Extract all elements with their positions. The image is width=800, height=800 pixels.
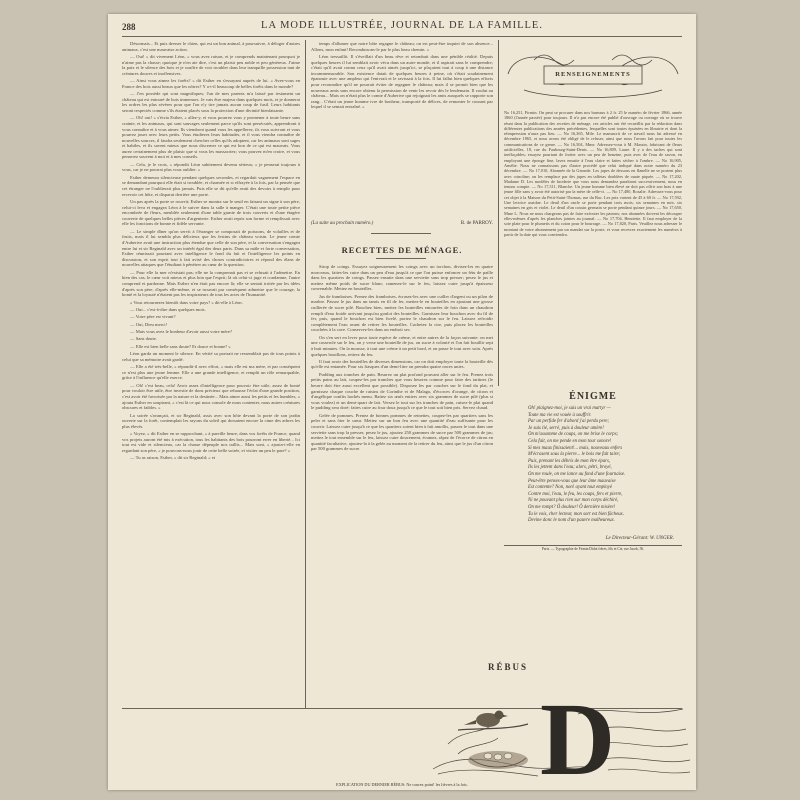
- middle-column-story: [311, 41, 493, 221]
- egg-icon: [494, 754, 502, 760]
- enigme-line: On me roule, on me lance au fond d'une fournaise.: [528, 471, 626, 477]
- story-paragraph: Désormais... Et puis dresser le chien, qui est un bon animal, à poursuivre, à déloger d'autres animaux, c'est une mauvaise action.: [122, 41, 300, 52]
- story-paragraph: — Votre père est vivant?: [130, 314, 176, 320]
- story-paragraph: — Elle est bien belle sans doute? Et douce et bonne? »: [130, 343, 231, 349]
- printer-imprint: Paris. — Typographie de Firmin Didot frères, fils et Cie, rue Jacob, 56.: [541, 547, 645, 551]
- enigme-line: Oh! plaignez-moi, je suis un vrai martyr —: [528, 406, 611, 411]
- enigme-line: Toute ma vie est vouée à souffrir.: [528, 412, 592, 418]
- story-paragraph: « Voyez, » dit Esther en se rapprochant, « à pareille heure, dans vos forêts de France, quand vos projets auront été mis à exécution, tous les habitants des bois pourront errer en liberté... Ici tout est vide et silencieux, car la chasse dépeuple nos taillis... Mais sont, » ajouta-t-elle en regardant son père, « je pouvons-nous jouir de cette belle soirée, et visiter un peu le pare? »: [122, 431, 300, 453]
- recipe-paragraph: Sirop de coings. Essuyez soigneusement les coings avec un torchon, divisez-les en quatre morceaux, faites-les cuire dans un peu d'eau jusqu'à ce que l'on puisse enfoncer un fétu de paille dans les quartiers de coings. Passez ensuite dans une serviette sans trop presser; pesez le jus et mettez même poids de sucre blanc; ramenez-le sur le feu, laissez cuire jusqu'à épaisseur convenable. Mettez en bouteilles.: [311, 264, 493, 292]
- rebus-title: RÉBUS: [487, 662, 528, 672]
- story-paragraph: — Sans doute.: [130, 336, 157, 342]
- egg-icon: [504, 753, 512, 759]
- story-paragraph: — Oui, Dieu merci!: [130, 321, 167, 327]
- story-paragraph: temps d'allumer que notre hôte regagne le château; on est peut-être inquiet de son absence... Allons, mon enfant! Reconduisons-le par le plus beau chemin. »: [311, 41, 493, 52]
- story-paragraph: — Oui! » dit vivement Léon, « vous avez raison, et je comprends maintenant pourquoi je n'aime pas la chasse; quoique je n'en aie dire, c'est un plaisir peu noble et peu généreux. J'aime la paix et le silence des bois et je souffre de voir troubler dans leur tranquille possession tant de créatures douces et inoffensives.: [122, 53, 300, 76]
- egg-icon: [484, 753, 492, 759]
- story-author: B. de PARROY.: [460, 221, 493, 226]
- story-paragraph: Esther demeura silencieuse pendant quelques secondes, et regardait vaguement l'espace en se demandant pourquoi elle était si troublée, et charmée et si effrayée à la fois, par la pensée que cet étranger ne l'oublierait plus jamais. Puis elle se dit qu'elle avait des devoirs à remplir pour recevoir cet hôte, et disparut derrière une porte.: [122, 174, 300, 197]
- enigme-line: Par un perfide fer d'abord j'ai perdu pere;: [528, 419, 610, 425]
- story-paragraph: — Mais vous avez le bonheur d'avoir aussi votre mère?: [130, 329, 232, 335]
- imprint-rule: [504, 545, 682, 546]
- enigme-line: Peut-être penses-vous que leur âme mauvaise: [528, 478, 616, 484]
- enigme-poem: [528, 406, 678, 530]
- enigme-title: ÉNIGME: [569, 391, 617, 402]
- bird-icon: [464, 711, 508, 728]
- rebus-letter: D: [540, 682, 616, 784]
- story-paragraph: — Oh! c'est beau, cela! Avoir assez d'intelligence pour pouvoir être utile, assez de bonté pour vouloir être utile, être investie de dons précieux que rehausse l'éclat d'une grande position, c'est avoir été favorisée par la nature et la destinée... Mais aimer aussi les petits et les humbles, » ajouta Esther en soupirant, « c'est là ce qui nous console de nous contenter, nous autres créatures obscures et faibles. »: [122, 382, 300, 411]
- renseignements-title: RENSEIGNEMENTS: [555, 71, 631, 78]
- story-paragraph: « Vous retournerez bientôt dans votre pays? » dit-elle à Léon.: [130, 299, 243, 305]
- enigme-line: Cela fait, on me pende en mon tour sonore!: [528, 438, 612, 444]
- recipe-paragraph: Il faut avoir des bouteilles de diverses dimensions, car on doit employer toute la bouteille dès qu'elle est entamée. Pour six fiasques d'un demi-litre on prendra quatre onces unies.: [311, 358, 493, 370]
- recipe-paragraph: Pudding aux tranches de pain. Beurrez un plat profond pouvant aller sur le feu. Prenez trois petits pains au lait, coupez-les par tranches que vous beurrez comme pour faire des tartines (le beurre doit être aussi excellent que possible). Disposez les par couches sur le fond du plat, et garnissez chaque couche de raisins de Corinthe et de Malaga, d'écorces d'orange, de citron et d'angélique confits hachés menu. Battez six œufs entiers avec six grammes de sucre pilé (plus si vous voulez) et un demi-quart de lait. Versez le tout sur les tranches de pain, cuisez-le plat quand le pudding sera doré; faites cuire au four doux jusqu'à ce que le tout soit bien pris. Servez chaud.: [311, 371, 493, 411]
- recipes-title-rule: [376, 258, 426, 259]
- recipes-body: [311, 264, 493, 688]
- nest-icon: [468, 751, 528, 769]
- enigme-line: Je suis lié, serré, puis à douleur amère!: [528, 425, 604, 431]
- recipes-title: RECETTES DE MÉNAGE.: [341, 245, 463, 255]
- rebus-explanation: EXPLICATION DU DERNIER RÉBUS: Ne courez point! les lièvres à la fois.: [336, 782, 468, 787]
- director-signature: Le Directeur-Gérant: W. UNGER.: [605, 536, 674, 541]
- story-paragraph: — Oui... c'est-à-dire dans quelques mois.: [130, 306, 206, 312]
- enigme-line: Ni ne pouvant plus rien sur mon corps déchiré,: [528, 498, 619, 504]
- rebus-illustration: [428, 674, 693, 784]
- enigme-line: On me rompt? Ô douleur! Ô dernière misère!: [528, 504, 616, 510]
- enigme-line: Tu le vois, cher lecteur, mon sort est bien fâcheux.: [528, 511, 624, 517]
- running-title: LA MODE ILLUSTRÉE, JOURNAL DE LA FAMILLE.: [261, 20, 543, 31]
- story-paragraph: — Pour elle la mer n'existait pas; elle ne la comprenait pas et se refusait à l'admettre. En bien des cas, le cœur voit mieux et plus loin que l'esprit; là où celui-ci juge et condamne, l'autre comprend et pardonne. Mais Esther n'en était pas encore là; elle se sentait irritée par les idées d'après son père, d'après elle-même, et se trouvait par conséquent admettre que le courage, la bonté et la loyauté n'étaient pas les inspirateurs de tous les actes de l'humanité.: [122, 269, 300, 298]
- enigme-line: M'écrasent sous la pierre... le bois me fait taire;: [528, 452, 621, 458]
- column-divider-right: [498, 40, 499, 386]
- story-paragraph: — Le simple dîner qu'on servit à l'étranger se composait de poissons, de volailles et de fruits, mais il lui sembla plus délicieux que les festins de château voisin. Le jeune comte d'Auberive avait une instruction plus étendue que celle de son père, et la conversation s'engagea entre lui et sir Reginald avec un intérêt égal des deux parts. Dans sa mâle et forte conversation, Esther réunissait pourtant avec intelligence le fond du fait et l'intelligence les points en discussion, et son esprit tout à fait avisé des choses contradictoires et répond des élans de nouvelles attaques que l'étudiant à pénétrer au cœur de la question.: [122, 228, 300, 268]
- story-paragraph: Un pas après la porte se rouvrit; Esther se montra sur le seuil en faisant un signe à son père, celui-ci leva et engagea Léon à le suivre dans la salle à manger. C'était une toute petite pièce encombrée de fleurs, meublée seulement d'une table garnie de trois couverts et d'une étagère couverte de quelques belles pièces d'argenterie. Esther avait repris son forme et remplissait avec elle les fonctions de bonne et fidèle servante.: [122, 199, 300, 227]
- enigme-line: Est contente? Non, non! ayant tout employé: [528, 485, 613, 491]
- recipe-paragraph: Gelée de pommes. Prenez de bonnes pommes de reinettes, coupez-les par quartiers sans les peler et sans ôter le cœur. Mettez sur un bon feu avec une quantité d'eau suffisante pour les couvrir. Laissez cuire jusqu'à ce que les quartiers soient bien à fait amollis, passez le tout dans une serviette sans trop la presser, pesez le jus, ajoutez 250 grammes de sucre par 500 grammes de jus; mettez le tout ensemble sur le feu, laissez cuire doucement, écumez, râpez de l'écorce de citron en quantité facultative, ajoutez-la à la gelée au moment de la retirer du feu, ainsi que le jus d'un citron par 500 grammes de sucre.: [311, 412, 493, 452]
- story-paragraph: La soirée s'avançait, et sir Reginald, assis avec son hôte devant la porte de son jardin ouverte sur la forêt, contemplait les rayons du soleil qui dorsaient encore la cime des arbres les plus élevés.: [122, 412, 300, 429]
- recipe-paragraph: On s'en sert en lever pour toute espèce de crème, et entre autres de la façon suivante: on met une casserole sur le feu, on y verse une bouteille de jus, on sucre à volonté et l'on fait bouillir sept à huit minutes. On la mousse, à tout une crème à un petit bord, et on passe le tout avec soin. Après quelques bouillons, retirez du feu.: [311, 334, 493, 357]
- story-paragraph: — Cela, je le crois, » répondit Léon subitement devenu sérieux; « je penserai toujours à vous, car je ne pourrai plus vous oublier. »: [122, 161, 300, 173]
- newspaper-page: [108, 14, 696, 790]
- enigme-line: Si mes maux finissaient!... mais, nouveaux enfers: [528, 445, 623, 451]
- story-paragraph: Léon garda un moment le silence. En vérité sa portrait ne ressemblait pas de tous points à celui que sa mémoire avait gardé.: [122, 351, 300, 362]
- story-paragraph: — Elle a été très-belle, » répondit-il avec effort, « mais elle est ma mère, et par conséquent ce n'est plus une jeune femme. Elle a une grande intelligence, et remplit un rôle remarquable, grâce à l'influence qu'elle exerce.: [122, 364, 300, 381]
- left-column-story: [122, 41, 300, 790]
- header-rule: [122, 36, 682, 37]
- enigme-line: Contre moi, l'eau, le feu, les coups, fers et pierre,: [528, 491, 623, 497]
- column-divider-left: [305, 40, 306, 708]
- recipe-paragraph: Jus de framboises. Prenez des framboises, écrasez-les avec une cuiller d'argent ou un pilon de marbre. Passez le jus dans un tamis en fil de fer, mettez-le en bouteilles en ajoutant une grosse cuillerée de sucre pilé. Bouchez bien, mettez les bouteilles entourées de foin dans un chaudron rempli d'eau froide arrivant jusqu'au goulot des bouteilles. Garnissez leur bouchon avec du fil de fer, puis, quand le bouchon est bien ficelé, portez le chaudron sur le feu. Laissez refroidir complètement l'eau avant de retirer les bouteilles. Cachetez la cire, puis placez les bouteilles couchées à la cave. Conservez-les dans un endroit sec.: [311, 293, 493, 333]
- enigme-line: Devine donc le nom d'un pauvre malheureux.: [528, 518, 615, 524]
- enigme-line: On m'assomme de coups, on me brise le corps;: [528, 432, 619, 438]
- story-paragraph: — Ainsi vous aimez les forêts? » dit Esther en s'essayant auprès de lui. « Avez-vous en France des bois aussi beaux que les nôtres? Y a-t-il beaucoup de belles forêts dans le monde?: [122, 78, 300, 89]
- section-divider: [371, 233, 431, 234]
- renseignements-body: No 16,251, Firmin. On peut se procurer dans nos bureaux à 2 fr. 25 le numéro de février 1866, année 1860 (l'année passée) pour toujours. Il n'a pas encore été publié d'ouvrage ou ouvrage où se trouve réuni dans la publication des recettes de ménage, ces articles ont été recueillis par la rédaction dans différentes publications des années précédentes, lesquelles sont toutes épuisées en librairie et dont la réimpression n'aura pas lieu. — No 16,365, Mile. Le manuscrit de ce travail nous fut adressé en décembre 1865, et nous avons été obligé de le refuser, ainsi que nous l'avons fait pour toutes les communications de ce genre. — No 16,504, Mme. Adressez-vous à M. Massin, fabricant de fleurs artificielles, 18, rue du Faubourg-Saint-Denis. — No 16,809, Laure. Il y a des taches qui sont ineffaçables; essayez pourtant de frotter avec un peu de benzine, puis avec de l'eau de savon, en employant une éponge fine, lavez ensuite à l'eau claire et faites sécher à l'ombre. — No 16,905, Amélie. Nous ne connaissons pas d'autre procédé que celui indiqué dans notre numéro du 23 décembre. — No 17,010, Abonnée de la Gironde. Les jupes de dessous en flanelle ne se portent plus avec crinoline; on les remplace par des jupes en taffetas doublées de ouate piquée. — No 17,202, Madame D. Les modèles de broderie que vous nous demandez paraîtront successivement, nous en tenons compte. — No 17,311, Blanche. Un jeune homme bien élevé ne doit pas offrir son bras à une jeune fille sans y avoir été autorisé par la mère de celle-ci. — No 17,480, Rosalie. Adressez-vous pour cet objet à la Maison du Petit-Saint-Thomas, rue du Bac. Les prix varient de 45 à 60 fr. — No 17,592, Une lectrice assidue. Le deuil d'un oncle se porte pendant trois mois; six semaines en noir, six semaines en gris et violet. Le deuil d'un cousin germain se porte pendant quinze jours. — No 17,650, Mme L. Nous ne nous chargeons pas de faire exécuter les patrons; nos abonnées doivent les découper elles-mêmes d'après les planches jointes au journal. — No 17,704, Henriette. Il faut employer de la soie plate pour le plumetis et du coton pour le bourrage. — No 17,820, Paris. Veuillez nous adresser le montant de votre abonnement par un mandat sur la poste, et vous recevrez exactement les numéros à partir de la date qui vous conviendra.: [504, 110, 682, 237]
- enigme-line: Puis, prenant les débris de mon être épars,: [528, 458, 611, 464]
- to-be-continued: (La suite au prochain numéro.): [311, 221, 374, 226]
- story-paragraph: — J'en possède qui sont magnifiques; l'un de mes parents m'a laissé par testament un château qui est entouré de bois immenses. Je vais être majeur dans quelques mois, et je donnerai les ordres les plus sévères pour que l'on n'y tire jamais aucun coup de fusil. Leurs habitants seront respectés comme s'ils étaient placés sous la protection d'une divinité bienfaisante.: [122, 91, 300, 113]
- story-paragraph: — Oh! oui! » s'écria Esther, « allez-y, et vous pourrez vous y promener à toute heure sans crainte, et les animaux, qui sont sauvages seulement parce qu'ils sont persécutés, apprendront à vous connaître et à vous aimer. Ils viendront quand vous les appellerez, ils vous suivront et vous pourrez jouer avec leurs petits. Vous étudierez leurs habitudes, et il vous viendra connaître de nouvelles sources, il faudra seulement chercher celles qu'ils adoptent, car les animaux sont sages et habiles, et ils savent mieux que nous discerner ce qui est bon de ce qui est mauvais. Vous aurez certainement plus de plaisir que si vous les massacriez; vous pouvez m'en croire, et vous penserez souvent à moi et à mes conseils.: [122, 115, 300, 160]
- story-paragraph: — Tu as raison, Esther, » dit sir Reginald; « et: [130, 455, 216, 461]
- story-paragraph: Léon tressaillit. Il s'éveillait d'un beau rêve et retombait dans une pénible réalité. Depuis quelques heures il lui semblait avoir vécu dans un autre monde, et il aspirait sans le comprendre; c'était qu'il avait connu ceux qu'il avait aimés jusqu'ici, se plaçaient tout à coup à une distance incommensurable. Son existence datait de quelques heures à peine, où s'était soudainement épanouie avec une ampleur qui l'enivrait et le ravissait à la fois. Il lui fallut bien quelques efforts pour reconnaître qu'il ne pourrait éviter de regagner le château; mais il se promit bien que les nouveaux amis sans encore obtenu la permission de venir les revoir dès le lendemain. Il voulut au château... Mais on n'était plus le comte d'Auberive qui rejoignait les amis auxquels se rapporte son rang... C'était un jeune homme ivre de bonheur, transporté de délices, de remonter le courant par lequel il se sentait entraîné. »: [311, 53, 493, 110]
- enigme-line: Ils les jettent dans l'eau; alors, pétri, broyé,: [528, 465, 612, 471]
- page-number: 288: [122, 22, 136, 32]
